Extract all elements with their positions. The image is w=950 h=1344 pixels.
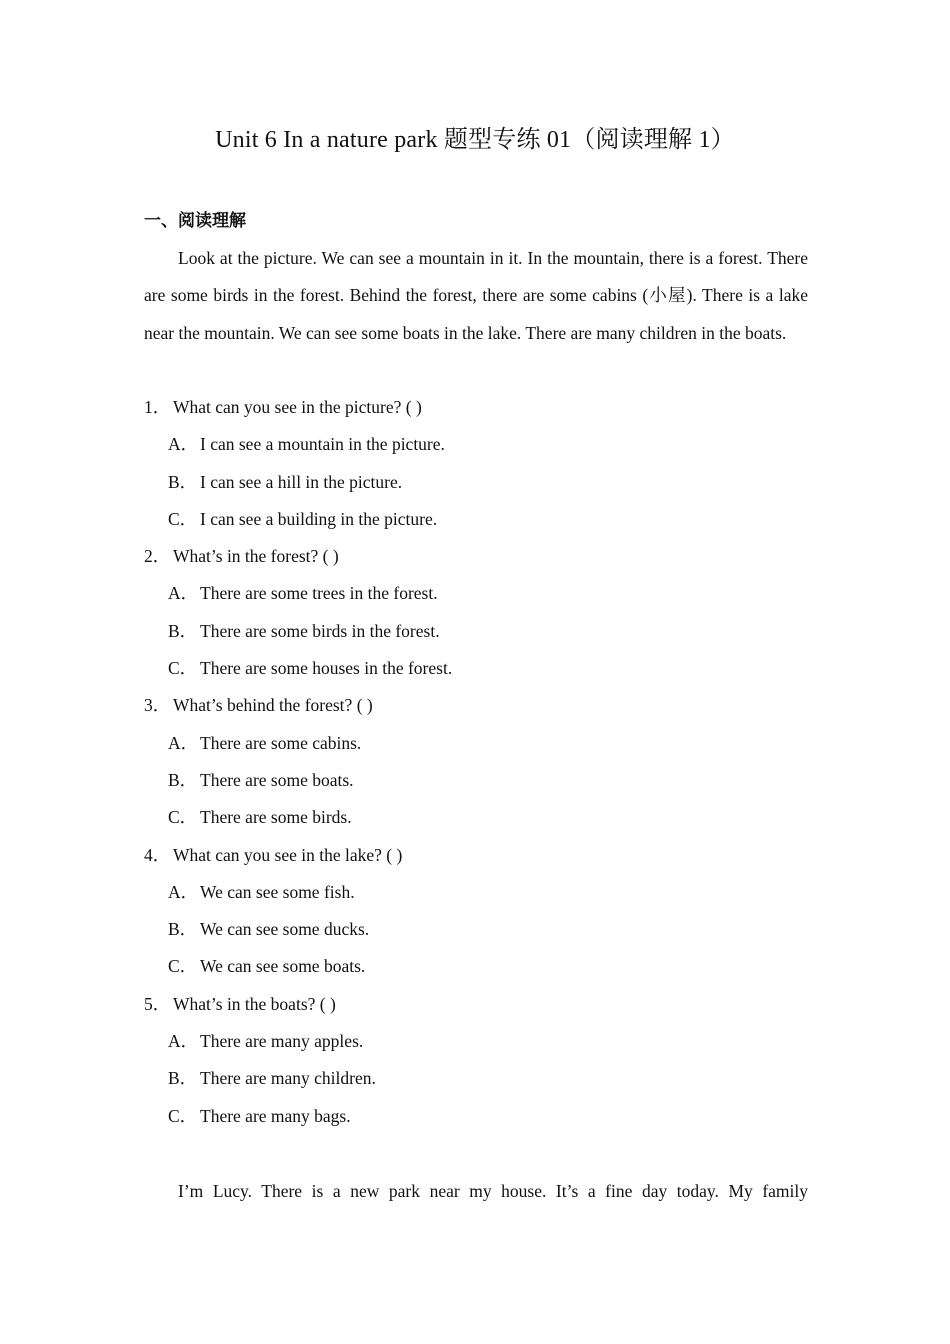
option-text: I can see a hill in the picture. (200, 471, 403, 492)
question-item (144, 837, 808, 986)
question-item (144, 986, 808, 1135)
answer-option[interactable] (144, 464, 808, 501)
answer-option[interactable] (144, 501, 808, 538)
question-number: 2． (144, 546, 171, 567)
question-number: 3． (144, 695, 171, 716)
option-text: We can see some fish. (200, 881, 355, 902)
option-letter: B． (168, 919, 198, 940)
question-item (144, 389, 808, 538)
question-number: 1． (144, 397, 171, 417)
option-text: There are some birds. (200, 807, 352, 828)
question-item (144, 687, 808, 836)
question-text: What’s in the forest? ( ) (173, 546, 339, 567)
question-text: What’s behind the forest? ( ) (173, 695, 373, 716)
answer-option[interactable] (144, 948, 808, 985)
answer-option[interactable] (144, 874, 808, 911)
option-letter: A． (168, 434, 199, 455)
answer-option[interactable] (144, 613, 808, 650)
answer-option[interactable] (144, 650, 808, 687)
option-letter: C． (168, 508, 198, 529)
answer-option[interactable] (144, 575, 808, 612)
answer-option[interactable] (144, 799, 808, 836)
question-stem (144, 687, 808, 724)
option-letter: A． (168, 583, 199, 604)
page-title: Unit 6 In a nature park 题型专练 01（阅读理解 1） (215, 127, 735, 153)
option-letter: B． (168, 620, 198, 641)
option-letter: A． (168, 1031, 199, 1052)
answer-option[interactable] (144, 725, 808, 762)
question-stem (144, 538, 808, 575)
option-text: I can see a mountain in the picture. (200, 434, 445, 455)
option-text: There are some trees in the forest. (200, 583, 438, 604)
question-item (144, 538, 808, 687)
option-text: There are many bags. (200, 1105, 351, 1126)
option-text: I can see a building in the picture. (200, 508, 438, 529)
option-text: There are some boats. (200, 769, 354, 790)
option-letter: A． (168, 881, 199, 902)
question-number: 5． (144, 993, 171, 1014)
option-letter: C． (168, 1105, 198, 1126)
option-text: There are some houses in the forest. (200, 658, 453, 679)
question-text: What can you see in the lake? ( ) (173, 844, 403, 865)
option-text: We can see some boats. (200, 956, 366, 977)
section-heading: 一、阅读理解 (144, 211, 246, 231)
option-letter: B． (168, 769, 198, 790)
answer-option[interactable] (144, 762, 808, 799)
answer-option[interactable] (144, 1023, 808, 1060)
question-stem (144, 389, 808, 426)
question-number: 4． (144, 844, 171, 865)
option-text: There are many apples. (200, 1031, 364, 1052)
question-text: What can you see in the picture? ( ) (173, 397, 422, 417)
answer-option[interactable] (144, 426, 808, 463)
answer-option[interactable] (144, 911, 808, 948)
question-stem (144, 837, 808, 874)
question-list (144, 389, 808, 1135)
option-letter: B． (168, 471, 198, 492)
option-text: There are some cabins. (200, 732, 362, 753)
answer-option[interactable] (144, 1098, 808, 1135)
option-letter: C． (168, 658, 198, 679)
option-text: There are many children. (200, 1068, 376, 1089)
option-letter: A． (168, 732, 199, 753)
option-text: We can see some ducks. (200, 919, 370, 940)
question-stem (144, 986, 808, 1023)
reading-passage-2: I’m Lucy. There is a new park near my house. It’s a fine day today. My family (178, 1181, 808, 1201)
option-letter: B． (168, 1068, 198, 1089)
option-letter: C． (168, 807, 198, 828)
question-text: What’s in the boats? ( ) (173, 993, 336, 1014)
option-text: There are some birds in the forest. (200, 620, 440, 641)
reading-passage-1: Look at the picture. We can see a mountain in it. In the mountain, there is a forest. There are some birds in the forest. Behind the forest, there are some cabins (小屋). There is a lake near the mountain. We can see some boats in the lake. There are many children in the boats. (144, 248, 808, 343)
option-letter: C． (168, 956, 198, 977)
answer-option[interactable] (144, 1060, 808, 1097)
